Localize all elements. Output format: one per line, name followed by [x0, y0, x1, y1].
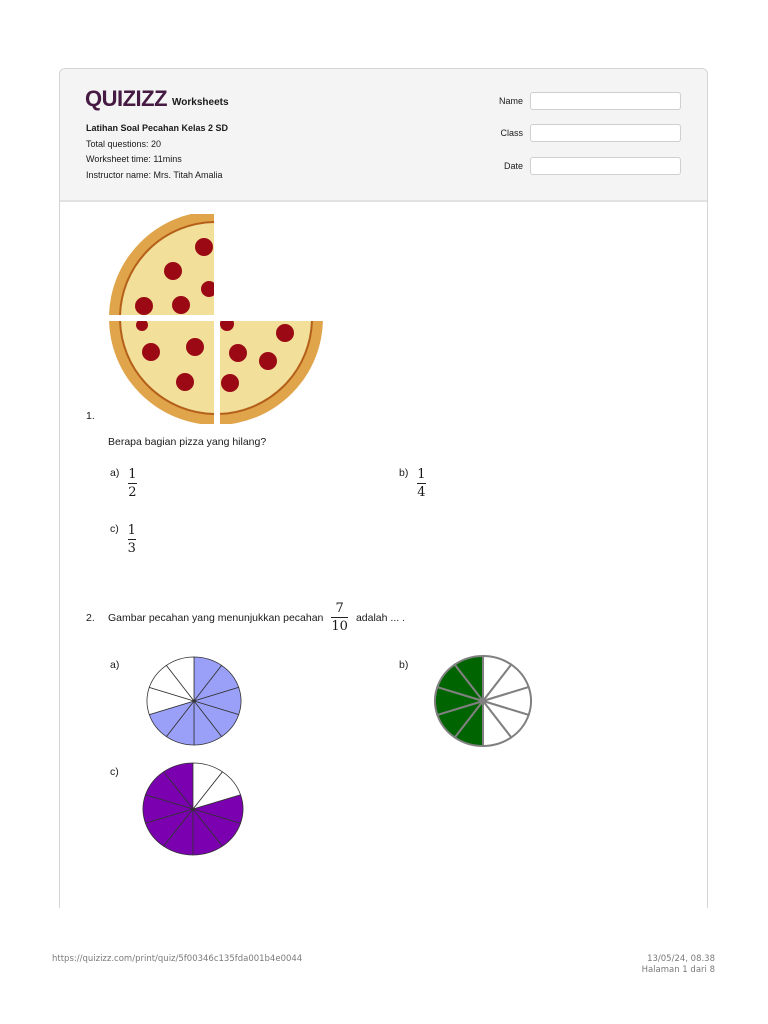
class-field[interactable] — [530, 124, 681, 142]
fraction-denominator: 3 — [127, 541, 136, 556]
instructor-name: Instructor name: Mrs. Titah Amalia — [86, 169, 223, 180]
name-label: Name — [498, 96, 523, 106]
footer-url[interactable]: https://quizizz.com/print/quiz/5f00346c135fda001b4e0044 — [52, 954, 303, 964]
name-field[interactable] — [530, 92, 681, 110]
fraction-numerator: 1 — [128, 467, 137, 482]
fraction-bar — [331, 617, 348, 618]
logo-text: QUIZIZZ — [85, 86, 168, 111]
fraction-bar — [128, 539, 136, 540]
q1-option-c[interactable] — [110, 523, 136, 556]
q1-text: Berapa bagian pizza yang hilang? — [108, 436, 267, 448]
q2-text-before: Gambar pecahan yang menunjukkan pecahan — [108, 611, 324, 624]
q1-option-c-fraction — [128, 523, 136, 556]
q2-option-a-pie[interactable] — [144, 654, 244, 754]
q2-fraction — [331, 601, 348, 634]
q1-option-b[interactable] — [399, 467, 426, 500]
q1-option-a-fraction — [128, 467, 136, 500]
worksheet-title: Latihan Soal Pecahan Kelas 2 SD — [86, 123, 229, 133]
worksheet-header — [60, 69, 707, 202]
q1-option-b-fraction — [417, 467, 425, 500]
q2-option-b-letter[interactable]: b) — [399, 659, 409, 671]
q2-number: 2. — [86, 611, 95, 624]
q1-option-a-letter: a) — [110, 467, 120, 479]
date-field[interactable] — [530, 157, 681, 175]
fraction-denominator: 4 — [417, 485, 426, 500]
worksheet-time: Worksheet time: 11mins — [86, 154, 182, 164]
worksheet-meta — [86, 121, 228, 183]
q1-number: 1. — [86, 410, 95, 422]
q2-option-a-letter[interactable]: a) — [110, 659, 120, 671]
q1-option-c-letter: c) — [110, 523, 119, 535]
q2-option-c-pie[interactable] — [141, 761, 245, 861]
q1-option-a[interactable] — [110, 467, 137, 500]
q2-option-b-pie[interactable] — [432, 654, 534, 756]
pizza-image — [108, 214, 328, 424]
fraction-bar — [128, 483, 136, 484]
date-label: Date — [503, 161, 523, 171]
fraction-bar — [417, 483, 425, 484]
footer-page-number: Halaman 1 dari 8 — [641, 965, 715, 975]
class-label: Class — [500, 128, 523, 138]
fraction-denominator: 10 — [331, 619, 348, 634]
logo-subtitle: Worksheets — [172, 97, 229, 108]
q1-option-b-letter: b) — [399, 467, 409, 479]
footer-datetime: 13/05/24, 08.38 — [647, 954, 715, 964]
fraction-numerator: 7 — [335, 601, 344, 616]
quizizz-logo — [85, 86, 229, 112]
total-questions: Total questions: 20 — [86, 138, 162, 149]
q2-text-after: adalah ... . — [355, 611, 405, 624]
fraction-denominator: 2 — [128, 485, 137, 500]
fraction-numerator: 1 — [127, 523, 136, 538]
q2-option-c-letter[interactable]: c) — [110, 766, 119, 778]
q2-stem — [86, 601, 405, 634]
fraction-numerator: 1 — [417, 467, 426, 482]
worksheet-sheet — [59, 68, 708, 908]
